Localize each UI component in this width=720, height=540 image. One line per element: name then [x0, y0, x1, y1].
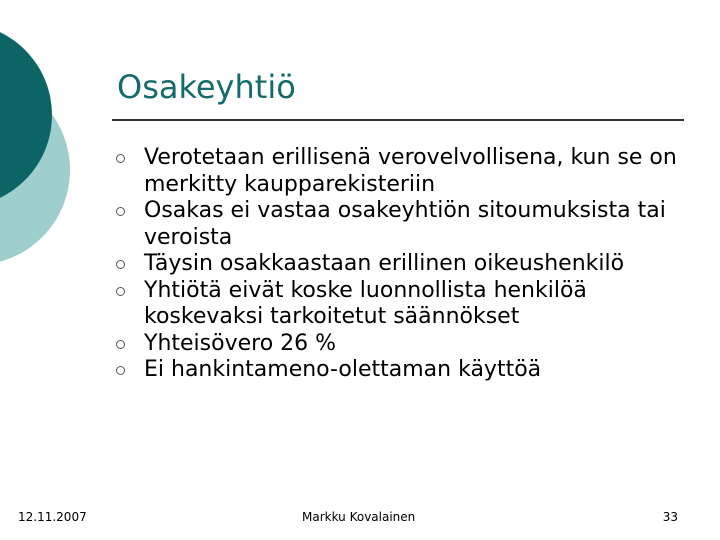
bullet-text: Yhteisövero 26 %	[144, 330, 337, 356]
bullet-item	[116, 278, 686, 331]
bullet-circle-icon	[116, 207, 125, 216]
slide-title: Osakeyhtiö	[117, 68, 296, 106]
bullet-circle-icon	[116, 366, 125, 375]
page-number: 33	[662, 510, 678, 524]
footer-author: Markku Kovalainen	[302, 510, 416, 524]
bullet-item	[116, 331, 686, 358]
decorative-corner-shapes	[0, 0, 120, 320]
bullet-item	[116, 251, 686, 278]
bullet-text: Yhtiötä eivät koske luonnollista henkilöä koskevaksi tarkoitetut säännökset	[144, 277, 587, 329]
bullet-list	[116, 145, 686, 384]
footer-date: 12.11.2007	[18, 510, 87, 524]
bullet-item	[116, 145, 686, 198]
bullet-text: Täysin osakkaastaan erillinen oikeushenkilö	[144, 251, 625, 276]
bullet-circle-icon	[116, 340, 125, 349]
bullet-text: Verotetaan erillisenä verovelvollisena, kun se on merkitty kaupparekisteriin	[144, 145, 677, 197]
bullet-circle-icon	[116, 287, 125, 296]
bullet-circle-icon	[116, 260, 125, 269]
title-divider	[112, 119, 684, 121]
bullet-item	[116, 198, 686, 251]
bullet-text: Ei hankintameno-olettaman käyttöä	[144, 357, 542, 382]
bullet-item	[116, 357, 686, 384]
bullet-circle-icon	[116, 154, 125, 163]
bullet-text: Osakas ei vastaa osakeyhtiön sitoumuksista tai veroista	[144, 198, 666, 250]
